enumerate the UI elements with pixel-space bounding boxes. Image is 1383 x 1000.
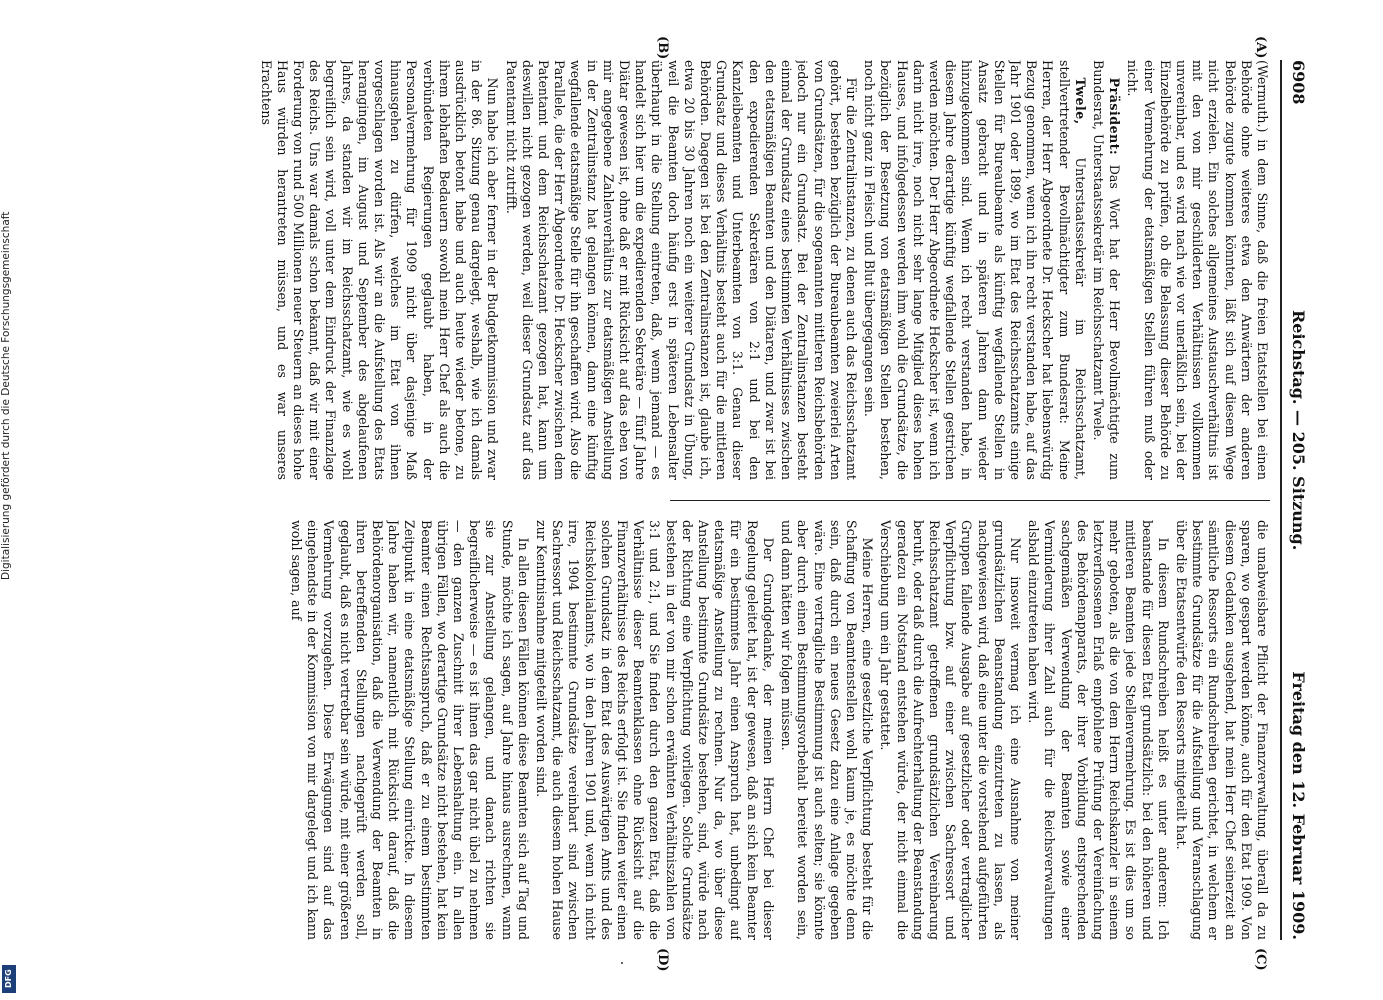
page-number: 6908 <box>1289 60 1308 105</box>
scan-speck <box>621 962 623 964</box>
header-divider <box>1280 60 1282 940</box>
right-column <box>50 520 1270 940</box>
paragraph: Für die Zentralinstanzen, zu denen auch das Reichsschatzamt gehört, bestehen bezüglich der Bureaubeamten zweierlei Arten von Grundsätzen, für die sogenannten mittleren Reichsbehörden jedoch nur ein Grundsatz. Bei der Zentralinstanzen besteht einmal der Grundsatz eines bestimmten Verhältnisses zwischen den etatsmäßigen Beamten und den Diätaren, und zwar ist bei den expedierenden Sekretären von 2:1 und bei den Kanzleibeamten und Unterbeamten von 3:1. Genau dieser Grundsatz und dieses Verhältnis besteht auch für die mittleren Behörden. Dagegen ist bei den Zentralinstanzen ist, glaube ich, etwa 20 bis 30 Jahren noch ein weiterer Grundsatz in Übung, weil die Beamten doch häufig erst in späteren Lebensalter überhaupt in die Stellung eintreten, daß, wenn jemand — es handelt sich hier um die expedierenden Sekretäre — fünf Jahre Diätar gewesen ist, ohne daß er mit Rücksicht auf das eben von mir angegebene Zahlenverhältnis zur etatsmäßigen Anstellung in der Zentralinstanz hat gelangen können, dann eine künftig wegfallende etatsmäßige Stelle für ihn geschaffen wird. Also die Parallele, die der Herr Abgeordnete Dr. Heckscher zwischen dem Patentamt und dem Reichsschatzamt gezogen hat, kann um deswillen nicht gezogen werden, weil dieser Grundsatz auf das Patentamt nicht zutrifft. <box>503 60 859 480</box>
margin-mark-b: (B) <box>655 36 670 60</box>
speech-text: Unterstaatssekretär im Reichsschatzamt, stellvertretender Bevollmächtigter zum Bundesrat: Meine Herren, der Herr Abgeordnete Dr. Heckscher hat liebenswürdig Bezug genommen, wenn ich ihn recht verstanden habe, auf das Jahr 1901 oder 1899, wo im Etat des Reichsschatzamts einige Stellen für Bureaubeamte als künftig wegfallende Stellen in Ansatz gebracht und in späteren Jahren dann wieder hinzugekommen sind. Wenn ich recht verstanden habe, in diesem Jahre derartige künftig wegfallende Stellen gestrichen werden möchten. Der Herr Abgeordnete Heckscher ist, wenn ich darin nicht irre, noch nicht sehr lange Mitglied dieses hohen Hauses, und infolgedessen werden ihm wohl die Grundsätze, die bezüglich der Besetzung von etatsmäßigen Stellen bestehen, noch nicht ganz in Fleisch und Blut übergegangen sein. <box>862 60 1088 480</box>
paragraph: Nun habe ich aber ferner in der Budgetkommission und zwar in der 86. Sitzung genau dargelegt, weshalb, wie ich damals ausdrücklich betont habe und auch heute wieder betone, zu ihrem lebhaften Bedauern sowohl mein Herr Chef als auch die verbündeten Regierungen geglaubt haben, in der Personalvermehrung für 1909 nicht über dasjenige Maß hinausgehen zu dürfen, welches im Etat von ihnen vorgeschlagen worden ist. Als wir an die Aufstellung des Etats herangingen, im August und September des abgelaufenen Jahres, da standen wir im Reichsschatzamt, wie es wohl begreiflich sein wird, voll unter dem Eindruck der Finanzlage des Reichs. Uns war damals schon bekannt, daß wir mit einer Forderung von rund 500 Millionen neuer Steuern an dieses hohe Haus würden herantreten müssen, und es war unseres Erachtens <box>258 60 501 480</box>
left-column <box>50 60 1270 480</box>
document-page <box>30 0 1330 1000</box>
margin-mark-c: (C) <box>1253 948 1268 971</box>
paragraph: Der Grundgedanke, der meinen Herrn Chef bei dieser Regelung geleitet hat, ist der gewesen, daß an sich kein Beamter für ein bestimmtes Jahr einen Anspruch hat, unbedingt auf etatsmäßige Anstellung zu rechnen. Nur da, wo über diese Anstellung bestimmte Grundsätze bestehen, sind, würde nach der Richtung eine Verpflichtung vorliegen. Solche Grundsätze bestehen in der von mir schon erwähnten Verhältniszahlen von 3:1 und 2:1, und Sie finden durch den ganzen Etat, daß die Verhältnisse dieser Beamtenklassen ohne Rücksicht auf die Finanzverhältnisse des Reichs erfolgt ist. Sie finden weiter einen solchen Grundsatz in dem Etat des Auswärtigen Amts und des Reichskolonialamts, wo in den Jahren 1901 und, wenn ich nicht irre, 1904 bestimmte Grundsätze vereinbart sind zwischen Sachressort und Reichsschatzamt, die auch diesem hohen Hause zur Kenntnisnahme mitgeteilt worden sind. <box>534 520 776 940</box>
session-date: Freitag den 12. Februar 1909. <box>1289 671 1308 940</box>
paragraph: (Wermuth.) in dem Sinne, daß die freien Etatstellen bei einen Behörde ohne weiteres etwa den Anwärtern der anderen Behörde zugute kommen könnten, läßt sich auf diesem Wege nicht erzielen. Ein solches allgemeines Austauschverhältnis ist mit den von mir geschilderten Verhältnissen vollkommen unvereinbar, und es wird nach wie vor unerläßlich sein, bei der Einzelbehörde zu prüfen, ob die Belassung dieser Behörde zu einer Vermehrung der etatsmäßigen Stellen führen muß oder nicht. <box>1125 60 1270 480</box>
speaker-name: Twele, <box>1072 77 1088 125</box>
digitization-note: Digitalisierung gefördert durch die Deutsche Forschungsgemeinschaft <box>0 211 12 580</box>
speaker-name: Präsident: <box>1107 77 1123 156</box>
page-title: Reichstag. — 205. Sitzung. <box>1289 310 1308 551</box>
paragraph: die unabweisbare Pflicht der Finanzverwaltung, überall da zu sparen, wo gespart werden könne, auch für den Etat 1909. Von diesem Gedanken ausgehend, hat mein Herr Chef seinerzeit an sämtliche Ressorts ein Rundschreiben gerichtet, in welchem er bestimmte Grundsätze für die Aufstellung und Veranschlagung über die Etatsentwürfe den Ressorts mitgeteilt hat. <box>1173 520 1270 940</box>
paragraph: In diesem Rundschreiben heißt es unter anderem: Ich beanstande für diesen Etat grundsätzlich: bei den höheren und mittleren Beamten jede Stellenvermehrung. Es ist dies um so mehr geboten, als die von dem Herrn Reichskanzler in seinem letztverflossenen Erlaß empfohlene Prüfung der Vereinfachung des Behördenapparats, der ihrer Vorbildung entsprechenden sachgemäßen Verwendung der Beamten sowie einer Verminderung ihrer Zahl auch für die Reichsverwaltungen alsbald einzutreten haben wird. <box>1026 520 1171 940</box>
paragraph: Nur insoweit vermag ich eine Ausnahme von meiner grundsätzlichen Beanstandung einzutreten zu lassen, als nachgewiesen wird, daß eine unter die vorstehend aufgeführten Gruppen fallende Ausgabe auf gesetzlicher oder vertraglicher Verpflichtung bzw. auf einer zwischen Sachressort und Reichsschatzamt getroffenen grundsätzlichen Vereinbarung beruht, oder daß durch die Aufrechterhaltung der Beanstandung geradezu ein Notstand entstehen würde, der nicht einmal die Verschiebung um ein Jahr gestattet. <box>878 520 1023 940</box>
margin-mark-d: (D) <box>655 948 670 972</box>
page-header <box>1282 60 1312 940</box>
paragraph: Meine Herren, eine gesetzliche Verpflichtung besteht für die Schaffung von Beamtenstellen wohl kaum je, es möchte denn sein, daß durch ein neues Gesetz dazu eine Anlage gegeben wäre. Eine vertragliche Bestimmung ist auch selten; sie könnte aber durch einen Bestimmungsvorbehalt bereitet worden sein, und dann hätten wir folgen müssen. <box>779 520 876 940</box>
speech-text: Das Wort hat der Herr Bevollmächtigte zum Bundesrat, Unterstaatssekretär im Reichsschatzamt Twele. <box>1090 60 1123 480</box>
paragraph: In allen diesen Fällen können diese Beamten sich auf Tag und Stunde, möchte ich sagen, auf Jahre hinaus ausrechnen, wann sie zur Anstellung gelangen, und danach richten sie begreiflicherweise — es ist ihnen das gar nicht übel zu nehmen — den ganzen Zuschnitt ihrer Lebenshaltung ein. In allen übrigen Fällen, wo derartige Grundsätze nicht bestehen, hat kein Beamter einen Rechtsanspruch, daß er zu einem bestimmten Zeitpunkt in eine etatsmäßige Stellung einrückte. In diesem Jahre haben wir, namentlich mit Rücksicht darauf, daß die Behördenorganisation, daß die Verwendung der Beamten in ihren betreffenden Stellungen nachgeprüft werden soll, geglaubt, daß es nicht vertretbar sein würde, mit einer größeren Vermehrung vorzugehen. Diese Erwägungen sind auf das eingehendste in der Kommission von mir dargelegt und ich kann wohl sagen, auf <box>289 520 531 940</box>
speech-paragraph <box>861 60 1088 480</box>
speech-paragraph <box>1090 60 1122 480</box>
margin-mark-a: (A) <box>1253 36 1268 59</box>
dfg-logo: DFG <box>2 965 16 993</box>
column-divider <box>670 500 1270 501</box>
